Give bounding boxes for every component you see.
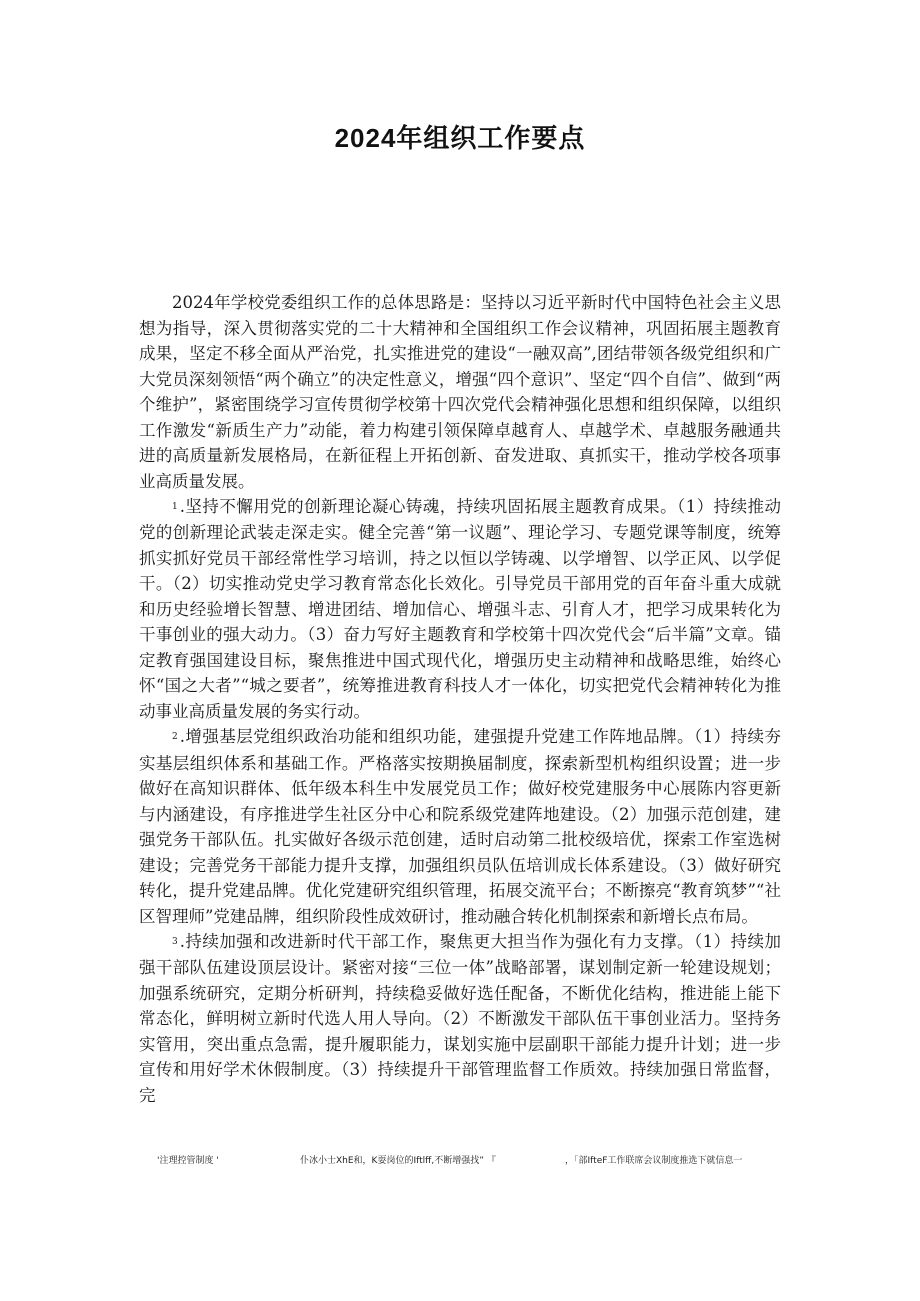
section-paragraph-1 (139, 494, 781, 724)
section-number: 3 (172, 936, 178, 947)
intro-paragraph (139, 290, 781, 494)
footer-middle-text: 仆冰小士XhE和，K耍岗位的Iftlff,不断增强找” 『 (300, 1156, 496, 1166)
garbled-footer-line (0, 1153, 920, 1169)
section-text: .增强基层党组织政治功能和组织功能，建强提升党建工作阵地品牌。（1）持续夯实基层组织体系和基础工作。严格落实按期换届制度，探索新型机构组织设置；进一步做好在高知识群体、低年级本科生中发展党员工作；做好校党建服务中心展陈内容更新与内涵建设，有序推进学生社区分中心和院系级党建阵地建设。（2）加强示范创建，建强党务干部队伍。扎实做好各级示范创建，适时启动第二批校级培优，探索工作室选树建设；完善党务干部能力提升支撑，加强组织员队伍培训成长体系建设。（3）做好研究转化，提升党建品牌。优化党建研究组织管理，拓展交流平台；不断擦亮“教育筑梦”“社区智理师”党建品牌，组织阶段性成效研讨，推动融合转化机制探索和新增长点布局。 (139, 727, 781, 926)
document-title: 2024年组织工作要点 (334, 123, 586, 153)
section-text: .持续加强和改进新时代干部工作，聚焦更大担当作为强化有力支撑。（1）持续加强干部队伍建设顶层设计。紧密对接“三位一体”战略部署，谋划制定新一轮建设规划；加强系统研究，定期分析研判，持续稳妥做好选任配备，不断优化结构，推进能上能下常态化，鲜明树立新时代选人用人导向。（2）不断激发干部队伍干事创业活力。坚持务实管用，突出重点急需，提升履职能力，谋划实施中层副职干部能力提升计划；进一步宣传和用好学术休假制度。（3）持续提升干部管理监督工作质效。持续加强日常监督，完 (139, 932, 781, 1105)
document-body (139, 290, 781, 1108)
section-text: .坚持不懈用党的创新理论凝心铸魂，持续巩固拓展主题教育成果。（1）持续推动党的创新理论武装走深走实。健全完善“第一议题”、理论学习、专题党课等制度，统筹抓实抓好党员干部经常性学习培训，持之以恒以学铸魂、以学增智、以学正风、以学促干。（2）切实推动党史学习教育常态化长效化。引导党员干部用党的百年奋斗重大成就和历史经验增长智慧、增进团结、增加信心、增强斗志、引育人才，把学习成果转化为干事创业的强大动力。（3）奋力写好主题教育和学校第十四次党代会“后半篇”文章。锚定教育强国建设目标，聚焦推进中国式现代化，增强历史主动精神和战略思维，始终心怀“国之大者”“城之要者”，统筹推进教育科技人才一体化，切实把党代会精神转化为推动事业高质量发展的务实行动。 (139, 497, 781, 721)
section-paragraph-2 (139, 724, 781, 929)
footer-left-text: '注理控管制度 ' (157, 1156, 219, 1166)
section-number: 2 (172, 732, 178, 742)
intro-text: 2024年学校党委组织工作的总体思路是：坚持以习近平新时代中国特色社会主义思想为指导，深入贯彻落实党的二十大精神和全国组织工作会议精神，巩固拓展主题教育成果，坚定不移全面从严治党，扎实推进党的建设“一融双高”,团结带领各级党组织和广大党员深刻领悟“两个确立”的决定性意义，增强“四个意识”、坚定“四个自信”、做到“两个维护”，紧密围绕学习宣传贯彻学校第十四次党代会精神强化思想和组织保障，以组织工作激发“新质生产力”动能，着力构建引领保障卓越育人、卓越学术、卓越服务融通共进的高质量新发展格局，在新征程上开拓创新、奋发进取、真抓实干，推动学校各项事业高质量发展。 (139, 293, 781, 491)
section-paragraph-3 (139, 929, 781, 1108)
section-number: 1 (172, 501, 178, 512)
footer-right-text: ，「部IfteF工作联席会议制度推选下就信息一 (565, 1156, 743, 1166)
